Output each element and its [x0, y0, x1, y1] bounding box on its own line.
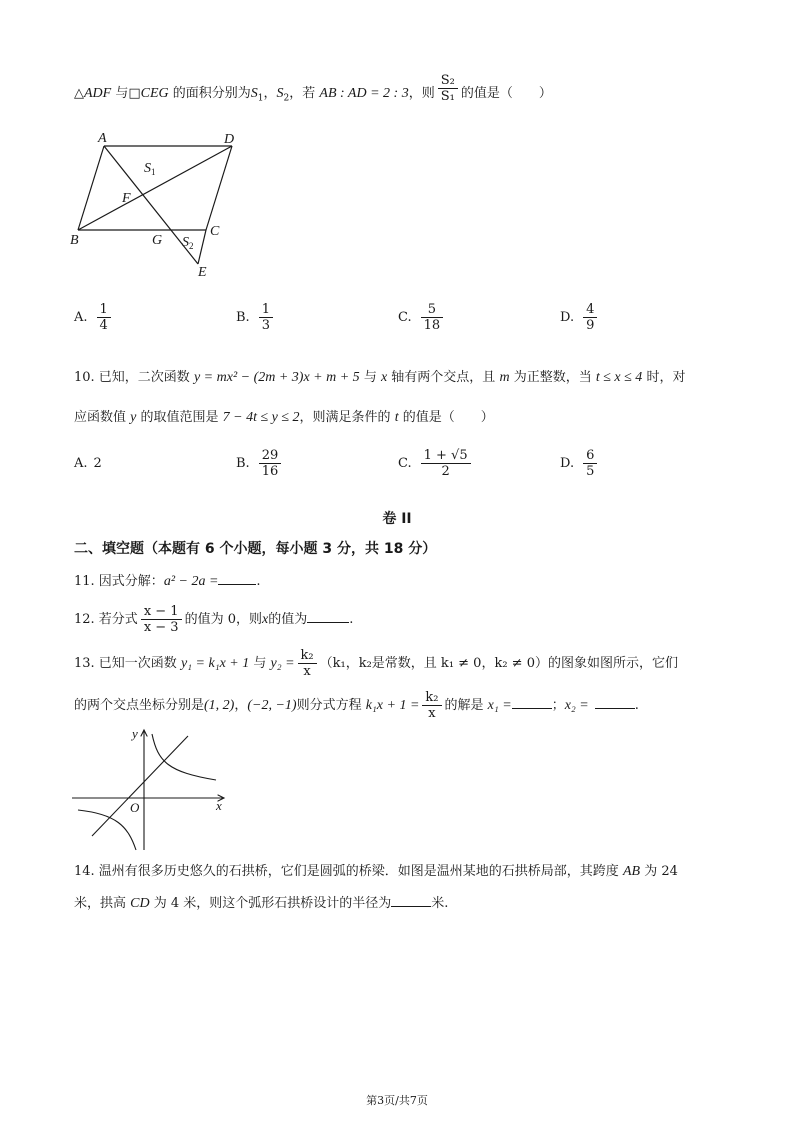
label-a: A: [98, 131, 107, 146]
q11: 11. 因式分解：a² − 2a = .: [74, 574, 261, 589]
graph-y-label: y: [132, 726, 138, 741]
q13-x2-blank[interactable]: [595, 696, 635, 709]
q9-option-d[interactable]: D. $\frac{4}{9}$: [560, 302, 600, 333]
function-graph: [66, 722, 238, 854]
graph-x-label: x: [216, 798, 222, 813]
label-s2: $S_2$: [182, 235, 194, 251]
label-s1: $S_1$: [144, 161, 156, 177]
q14-answer-blank[interactable]: [391, 894, 431, 907]
label-b: B: [70, 233, 79, 248]
hyperbola-branch-2: [78, 810, 136, 850]
q10-option-a[interactable]: A. 2: [74, 456, 102, 471]
label-c: C: [210, 224, 220, 239]
q9-option-a[interactable]: A. $\frac{1}{4}$: [74, 302, 114, 333]
q10-option-d[interactable]: D. $\frac{6}{5}$: [560, 448, 600, 479]
q12-answer-blank[interactable]: [307, 610, 349, 623]
label-e: E: [198, 265, 207, 280]
line-y1: [92, 736, 188, 836]
label-g: G: [152, 233, 163, 248]
page-number: 第3页/共7页: [366, 1094, 428, 1107]
label-f: F: [122, 191, 131, 206]
segment-bd: [78, 146, 232, 230]
q14-line1: 14. 温州有很多历史悠久的石拱桥，它们是圆弧的桥梁．如图是温州某地的石拱桥局部，其跨度 AB 为 24: [74, 864, 678, 879]
q9-stem: △ADF 与□CEG 的面积分别为$S_1$，$S_2$，若 AB : AD = 2 : 3，则 $\frac{\text{S₂}}{\text{S₁}}$ 的值是（ ）: [74, 73, 552, 104]
q9-ratio-fraction: $\frac{\text{S₂}}{\text{S₁}}$: [438, 73, 458, 104]
q9-option-b[interactable]: B. $\frac{1}{3}$: [236, 302, 276, 333]
q10-option-c[interactable]: C. $\frac{1 + √5}{2}$: [398, 448, 474, 479]
segment-ce: [198, 230, 206, 264]
volume-heading: 卷 II: [382, 511, 412, 527]
q11-answer-blank[interactable]: [218, 572, 256, 585]
q12: 12. 若分式 $\frac{x - 1}{x - 3}$ 的值为 0，则x的值为 .: [74, 604, 354, 635]
graph-origin-label: O: [130, 800, 140, 815]
q13-line2: 的两个交点坐标分别是(1, 2)，(−2, −1)则分式方程 k₁x + 1 = $\frac{\text{k₂}}{x}$ 的解是 x₁ = ；x₂ = .: [74, 690, 639, 721]
q10-option-b[interactable]: B. $\frac{29}{16}$: [236, 448, 284, 479]
q13-x1-blank[interactable]: [512, 696, 552, 709]
q10-stem-line2: 应函数值 y 的取值范围是 7 − 4t ≤ y ≤ 2，则满足条件的 t 的值是（ ）: [74, 410, 494, 425]
q9-option-c[interactable]: C. $\frac{5}{18}$: [398, 302, 446, 333]
parallelogram-figure: [66, 128, 246, 280]
q10-stem-line1: 10. 已知，二次函数 y = mx² − (2m + 3)x + m + 5 与 x 轴有两个交点，且 m 为正整数，当 t ≤ x ≤ 4 时，对: [74, 370, 686, 385]
label-d: D: [224, 132, 235, 147]
q14-line2: 米，拱高 CD 为 4 米，则这个弧形石拱桥设计的半径为 米.: [74, 896, 449, 911]
q13-line1: 13. 已知一次函数 y₁ = k₁x + 1 与 y₂ = $\frac{\text{k₂}}{x}$ （k₁，k₂是常数，且 k₁ ≠ 0，k₂ ≠ 0）的图象如图所示，它们: [74, 648, 678, 679]
section-heading: 二、填空题（本题有 6 个小题，每小题 3 分，共 18 分）: [74, 541, 437, 557]
